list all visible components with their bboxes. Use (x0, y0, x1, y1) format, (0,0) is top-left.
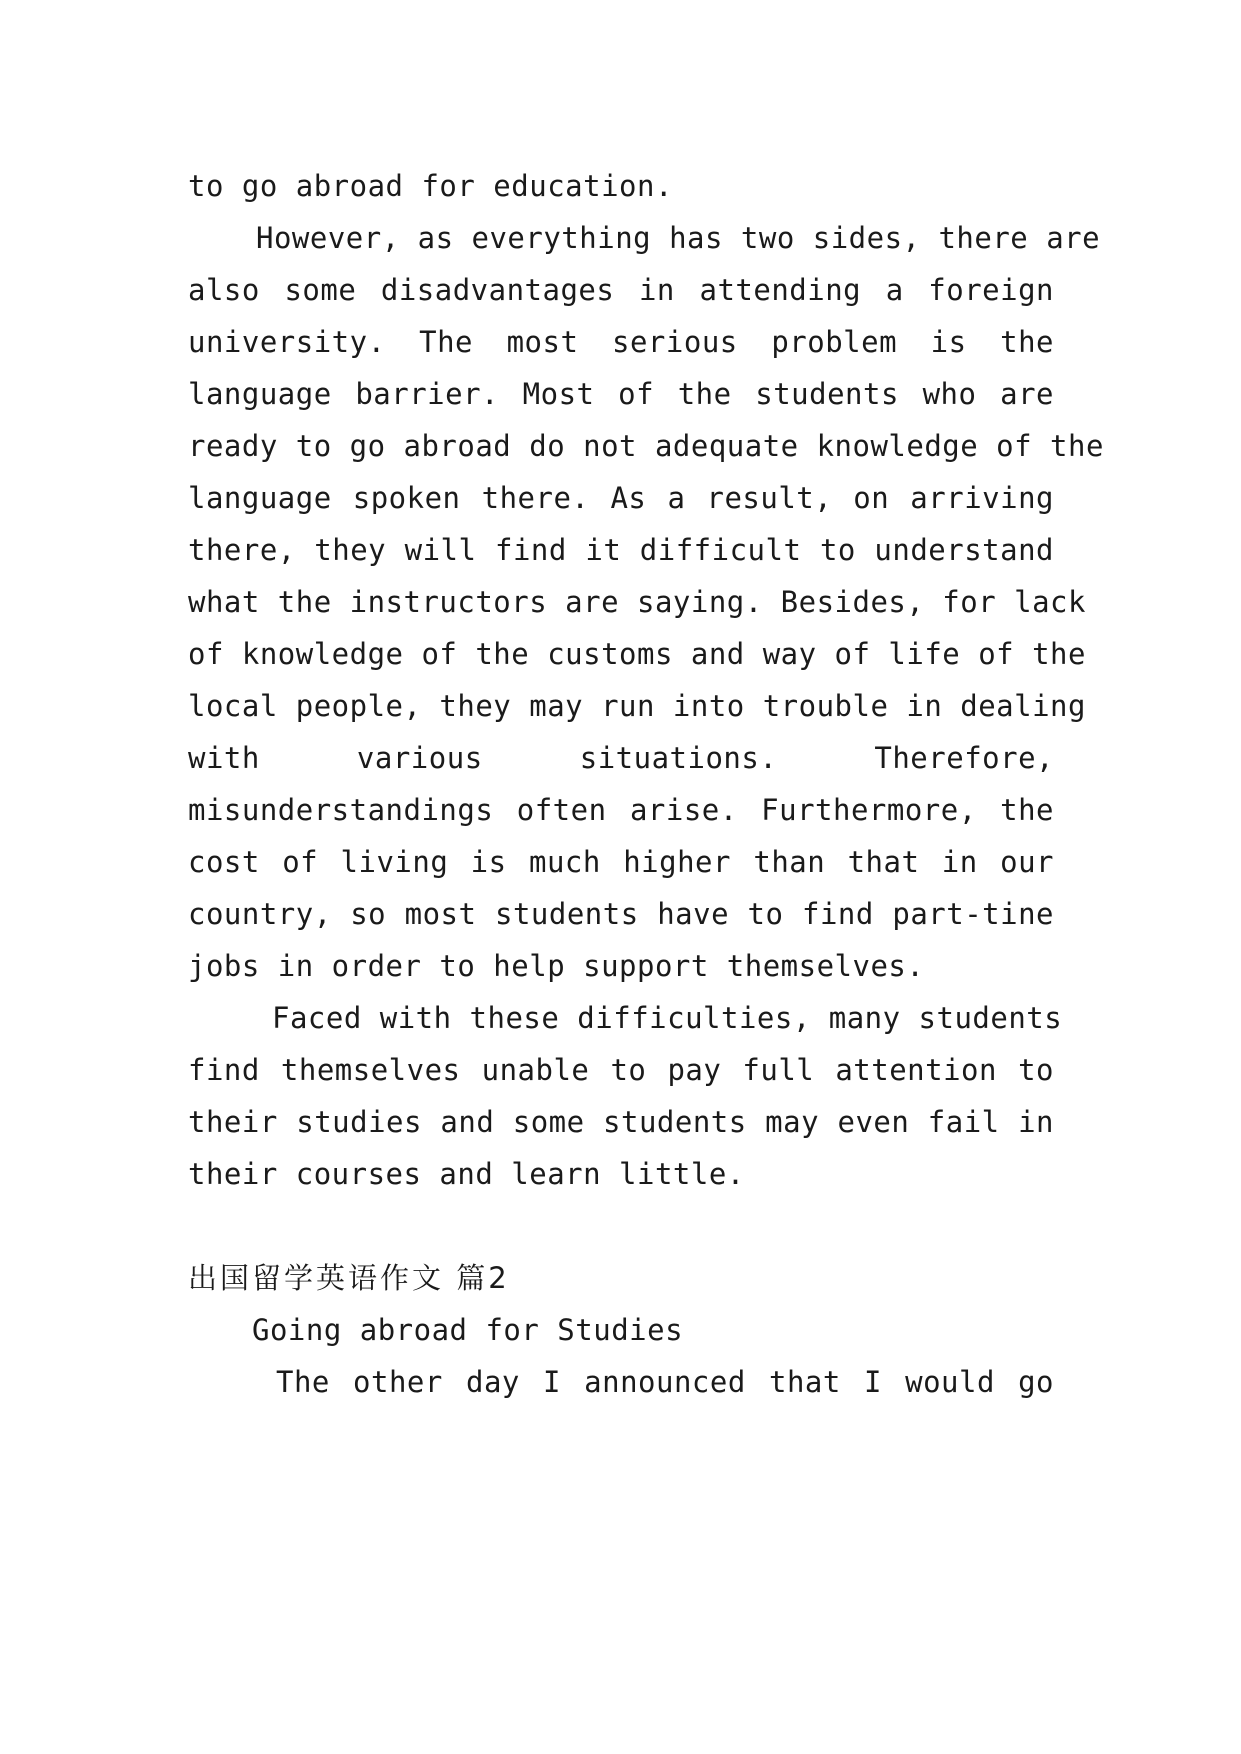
text-line: university. The most serious problem is the (188, 325, 1054, 359)
paragraph-first-line: The other day I announced that I would go (276, 1365, 1054, 1399)
essay-title: Going abroad for Studies (252, 1313, 684, 1347)
text-line: local people, they may run into trouble in dealing (188, 689, 1086, 723)
text-line: there, they will find it difficult to understand (188, 533, 1054, 567)
text-line: jobs in order to help support themselves. (188, 949, 925, 983)
text-line: misunderstandings often arise. Furthermore, the (188, 793, 1054, 827)
text-line: language barrier. Most of the students who are (188, 377, 1054, 411)
section-heading: 出国留学英语作文 篇2 (188, 1261, 510, 1295)
text-line: language spoken there. As a result, on arriving (188, 481, 1054, 515)
paragraph-first-line: However, as everything has two sides, there are (256, 221, 1101, 255)
paragraph-first-line: Faced with these difficulties, many students (272, 1001, 1063, 1035)
text-line: their studies and some students may even fail in (188, 1105, 1054, 1139)
text-line: to go abroad for education. (188, 169, 673, 203)
text-line: cost of living is much higher than that in our (188, 845, 1054, 879)
text-line: country, so most students have to find part-tine (188, 897, 1054, 931)
text-line: ready to go abroad do not adequate knowledge of the (188, 429, 1104, 463)
text-line: their courses and learn little. (188, 1157, 745, 1191)
text-line: what the instructors are saying. Besides, for lack (188, 585, 1086, 619)
text-line: also some disadvantages in attending a foreign (188, 273, 1054, 307)
text-line: with various situations. Therefore, (188, 741, 1054, 775)
text-line: find themselves unable to pay full attention to (188, 1053, 1054, 1087)
text-line: of knowledge of the customs and way of life of the (188, 637, 1086, 671)
